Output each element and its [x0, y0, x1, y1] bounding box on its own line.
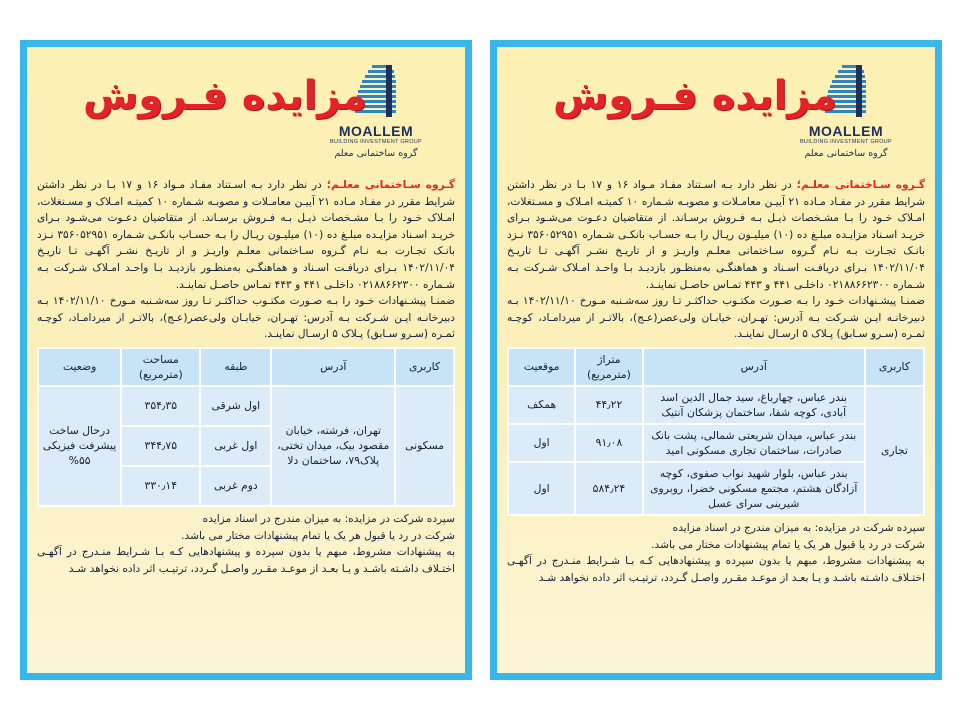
table-header-row: [39, 349, 453, 385]
header-address: آدرس: [272, 349, 394, 385]
logo-persian-name: گروه ساختمانی معلم: [804, 148, 888, 159]
cell-address: بندر عباس، میدان شریعتی شمالی، پشت بانک صادرات، ساختمان تجاری مسکونی امید: [644, 425, 864, 461]
body-paragraph-2: ضمنـا پیشـنهادات خـود را بـه صـورت مکتـوب حداکثـر تـا روز سه‌شـنبه مـورخ ۱۴۰۲/۱۱/۱۰ بـه دبیرخانـه ایـن شـرکت بـه آدرس: تهـران، خیابـان ولی‌عصر(عـج)، بالاتـر از میردامـاد، کوچـه ثمـره (سـرو سـابق) پـلاک ۵ ارسـال نماینـد.: [37, 295, 455, 341]
ad-header: [37, 53, 455, 177]
table-row: [39, 387, 453, 425]
ad-header: [507, 53, 925, 177]
cell-usage: تجاری: [866, 387, 923, 514]
footer-line-3: به پیشنهادات مشروط، مبهم یا بدون سپرده و پیشنهادهایی کـه بـا شـرایط منـدرج در آگهـی اختـلاف داشـته باشـد و یـا بعـد از موعـد مقـرر واصـل گـردد، ترتیـب اثر داده نخواهد شـد: [507, 555, 925, 584]
company-lead: گـروه سـاختمانی معلـم؛: [796, 179, 925, 191]
cell-area: ۳۳۰٫۱۴: [122, 467, 199, 505]
header-position: موقعیت: [509, 349, 574, 385]
header-area: متراژ (مترمربع): [576, 349, 641, 385]
body-text-1: در نظر دارد بـه اسـتناد مفـاد مـواد ۱۶ و ۱۷ بـا در نظر داشتن شرایط مقرر در مفـاد مـاده ۲۱ آییـن معامـلات و مصوبـه شـماره ۱۰ کمیتـه امـلاک و مسـتغلات، امـلاک خـود را بـا مشـخصات ذیـل بـه فـروش برسـاند. از متقاضیان دعـوت می‌شـود بـرای خریـد اسـناد مزایـده مبلـغ ده (۱۰) میلیـون ریـال را بـه حسـاب بانکـی شـماره ۳۵۶۰۵۲۹۵۱ نـزد بانـک تجـارت بـه نـام گـروه سـاختمانی معلـم واریـز و از تاریـخ نشـر آگهـی تـا تاریـخ ۱۴۰۲/۱۱/۰۴ بـرای دریافـت اسـناد و هماهنگـی به‌منظـور بازدیـد بـا واحـد امـلاک شـرکت بـه شـماره ۰۲۱۸۸۶۶۲۳۰۰ داخلـی ۴۴۱ و ۴۴۳ تمـاس حاصـل نماینـد.: [37, 179, 455, 291]
header-address: آدرس: [644, 349, 864, 385]
property-table: [507, 347, 925, 516]
logo-persian-name: گروه ساختمانی معلم: [334, 148, 418, 159]
left-ad-frame: [20, 40, 472, 680]
footer-line-2: شرکت در رد یا قبول هر یک یا تمام پیشنهادات مختار می باشد.: [651, 538, 925, 551]
body-paragraph-1: [37, 177, 455, 293]
cell-position: اول: [509, 463, 574, 514]
cell-usage: مسکونی: [396, 387, 453, 505]
ad-body: [507, 177, 925, 343]
cell-area: ۹۱٫۰۸: [576, 425, 641, 461]
ad-title: مزایده فـروش: [553, 73, 837, 119]
cell-address: تهران، فرشته، خیابان مقصود بیک، میدان تختی، پلاک۷۹، ساختمان دلا: [272, 387, 394, 505]
footer-line-1: سپرده شرکت در مزایده: به میزان مندرج در اسناد مزایده: [672, 521, 925, 534]
footer-line-3: به پیشنهادات مشروط، مبهم یا بدون سپرده و پیشنهادهایی کـه بـا شـرایط منـدرج در آگهـی اختـلاف داشـته باشـد و یـا بعـد از موعـد مقـرر واصـل گـردد، ترتیـب اثر داده نخواهد شـد: [37, 546, 455, 575]
body-text-1: در نظر دارد بـه اسـتناد مفـاد مـواد ۱۶ و ۱۷ بـا در نظر داشتن شرایط مقرر در مفـاد مـاده ۲۱ آییـن معامـلات و مصوبـه شـماره ۱۰ کمیتـه امـلاک و مسـتغلات، امـلاک خـود را بـا مشـخصات ذیـل بـه فـروش برسـاند. از متقاضیان دعـوت می‌شـود بـرای خریـد اسـناد مزایـده مبلـغ ده (۱۰) میلیـون ریـال را بـه حسـاب بانکـی شـماره ۳۵۶۰۵۲۹۵۱ نـزد بانـک تجـارت بـه نـام گـروه سـاختمانی معلـم واریـز و از تاریـخ نشـر آگهـی تـا تاریـخ ۱۴۰۲/۱۱/۰۴ بـرای دریافـت اسـناد و هماهنگـی به‌منظـور بازدیـد بـا واحـد امـلاک شـرکت بـه شـماره ۰۲۱۸۸۶۶۲۳۰۰ داخلـی ۴۴۱ و ۴۴۳ تمـاس حاصـل نماینـد.: [507, 179, 925, 291]
table-row: [509, 387, 923, 423]
left-ad: [27, 47, 465, 673]
table-header-row: [509, 349, 923, 385]
right-ad-frame: [490, 40, 942, 680]
header-area: مساحت (مترمربع): [122, 349, 199, 385]
ad-footer: [507, 520, 925, 586]
cell-area: ۴۴٫۲۲: [576, 387, 641, 423]
logo-name: MOALLEM: [808, 123, 884, 139]
company-lead: گـروه سـاختمانی معلـم؛: [326, 179, 455, 191]
ad-footer: [37, 511, 455, 577]
footer-line-1: سپرده شرکت در مزایده: به میزان مندرج در اسناد مزایده: [202, 512, 455, 525]
cell-area: ۵۸۴٫۲۴: [576, 463, 641, 514]
table-row: [509, 463, 923, 514]
cell-floor: اول غربی: [201, 427, 270, 465]
logo-subtitle: BUILDING INVESTMENT GROUP: [799, 139, 893, 145]
cell-address: بندر عباس، بلوار شهید نواب صفوی، کوچه آزادگان هشتم، مجتمع مسکونی خضرا، روبروی شیرینی سرای عسل: [644, 463, 864, 514]
cell-address: بندر عباس، چهارباغ، سید جمال الدین اسد آبادی، کوچه شفا، ساختمان پزشکان آنتیک: [644, 387, 864, 423]
right-ad: [497, 47, 935, 673]
ad-body: [37, 177, 455, 343]
logo-subtitle: BUILDING INVESTMENT GROUP: [329, 139, 423, 145]
header-usage: کاربری: [866, 349, 923, 385]
footer-line-2: شرکت در رد یا قبول هر یک یا تمام پیشنهادات مختار می باشد.: [181, 529, 455, 542]
cell-area: ۳۴۴٫۷۵: [122, 427, 199, 465]
body-paragraph-2: ضمنـا پیشـنهادات خـود را بـه صـورت مکتـوب حداکثـر تـا روز سه‌شـنبه مـورخ ۱۴۰۲/۱۱/۱۰ بـه دبیرخانـه ایـن شـرکت بـه آدرس: تهـران، خیابـان ولی‌عصر(عـج)، بالاتـر از میردامـاد، کوچـه ثمـره (سـرو سـابق) پـلاک ۵ ارسـال نماینـد.: [507, 295, 925, 341]
cell-area: ۳۵۴٫۳۵: [122, 387, 199, 425]
cell-position: همکف: [509, 387, 574, 423]
cell-status: درحال ساخت پیشرفت فیزیکی ۵۵%: [39, 387, 120, 505]
cell-floor: اول شرقی: [201, 387, 270, 425]
property-table: [37, 347, 455, 507]
cell-position: اول: [509, 425, 574, 461]
table-row: [509, 425, 923, 461]
body-paragraph-1: [507, 177, 925, 293]
header-usage: کاربری: [396, 349, 453, 385]
cell-floor: دوم غربی: [201, 467, 270, 505]
ad-title: مزایده فـروش: [83, 73, 367, 119]
logo-name: MOALLEM: [338, 123, 414, 139]
header-floor: طبقه: [201, 349, 270, 385]
header-status: وضعیت: [39, 349, 120, 385]
